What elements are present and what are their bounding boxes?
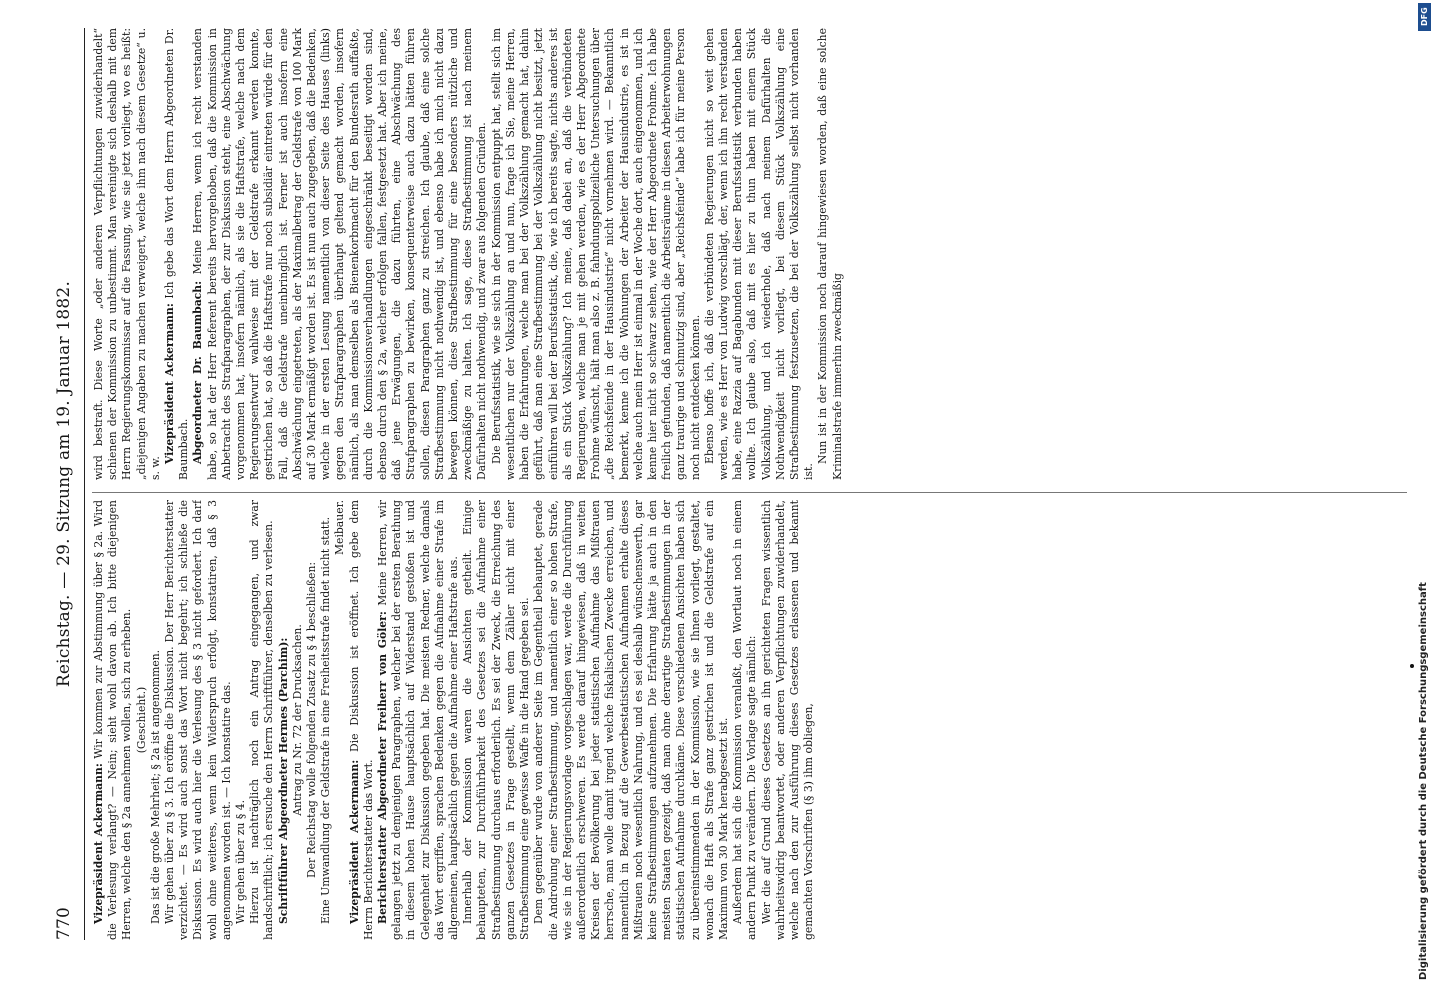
speaker-name: Abgeordneter Dr. Baumbach: [191, 280, 205, 464]
paragraph [319, 500, 333, 940]
paragraph-text: Dem gegenüber wurde von anderer Seite im Gegentheil behauptet, gerade die Androhung einer Strafbestimmung, und namentlich einer so hohen Strafe, wie sie in der Regierungsvorlage vorgeschlagen war, werde die Durchführung außerordentlich erschweren. Es werde darauf hingewiesen, daß in weiten Kreisen der Bevölkerung bei jeder statistischen Aufnahme das Mißtrauen herrsche, man wolle damit irgend welche fiskalischen Zwecke erreichen, und namentlich in Bezug auf die Gewerbestatistischen Aufnahmen erhalte dieses Mißtrauen noch wesentlich Nahrung, und es sei deshalb wünschenswerth, gar keine Strafbestimmungen aufzunehmen. Die Erfahrung hätte ja auch in den meisten Staaten gezeigt, daß man ohne derartige Strafbestimmungen in der statistischen Aufnahme durchkäme. Diese verschiedenen Ansichten haben sich zu übereinstimmenden in der Kommission, wie sie Ihnen vorliegt, gestaltet, wonach die Haft als Strafe ganz gestrichen ist und die Geldstrafe auf ein Maximum von 30 Mark herabgesetzt ist. [532, 500, 730, 940]
paragraph [248, 500, 276, 940]
paragraph-text: Innerhalb der Kommission waren die Ansichten getheilt. Einige behaupteten, zur Durchführbarkeit des Gesetzes sei die Aufnahme einer Strafbestimmung durchaus erforderlich. Es sei der Zweck, die Erreichung des ganzen Gesetzes in Frage gestellt, wenn dem Zähler nicht mit einer Strafbestimmung eine gewisse Waffe in die Hand gegeben sei. [461, 500, 532, 940]
paragraph [376, 500, 461, 940]
paragraph [234, 500, 248, 940]
paragraph [703, 28, 817, 480]
paragraph-text: Wer die auf Grund dieses Gesetzes an ihn gerichteten Fragen wissentlich wahrheitswidrig beantwortet, oder anderen Verpflichtungen zuwiderhandelt, welche nach den zur Ausführung dieses Gesetzes erlassenen und bekannt gemachten Vorschriften (§ 3) ihm obliegen, [759, 500, 816, 940]
paragraph [490, 28, 703, 480]
paragraph-text: (Geschieht.) [134, 686, 148, 754]
paragraph-text: Das ist die große Mehrheit; § 2a ist angenommen. [148, 649, 162, 924]
paragraph [291, 500, 305, 940]
paragraph-text: Meibauer. [333, 500, 347, 555]
paragraph-text: Meine Herren, wir gelangen jetzt zu demjenigen Paragraphen, welcher bei der ersten Berathung in diesem hohen Hause hauptsächlich auf Widerstand gestoßen ist und Gelegenheit zur Diskussion gegeben hat. Die meisten Redner, welche damals das Wort ergriffen, sprachen Bedenken gegen die Aufnahme einer Strafe im allgemeinen, hauptsächlich gegen die Aufnahme einer Haftstrafe aus. [376, 500, 461, 940]
paragraph [532, 500, 731, 940]
paragraph [191, 28, 489, 480]
paragraph-text: Die Diskussion ist eröffnet. Ich gebe dem Herrn Berichterstatter das Wort. [347, 500, 375, 940]
paragraph [92, 500, 135, 940]
paragraph [760, 500, 817, 940]
left-column [92, 500, 1412, 940]
paragraph-text: Wir gehen über zu § 4. [234, 799, 248, 924]
column-divider [92, 492, 1407, 493]
paragraph [163, 28, 191, 480]
speaker-name: Vizepräsident Ackermann: [92, 763, 105, 924]
running-header [48, 28, 82, 940]
paragraph-text: Hierzu ist nachträglich noch ein Antrag eingegangen, und zwar handschriftlich; ich ersuche den Herrn Schriftführer, denselben zu verlesen. [248, 500, 276, 940]
paragraph-text: Die Berufsstatistik, wie sie sich in der Kommission entpuppt hat, stellt sich im wesentlichen nur der Volkszählung an und nun, frage ich Sie, meine Herren, haben die Erfahrungen, welche man bei der Volkszählung gemacht hat, dahin geführt, daß man eine Strafbestimmung bei der Volkszählung nicht besitzt, jetzt einführen will bei der Berufsstatistik, die, wie ich bereits sagte, nichts anderes ist als ein Stück Volkszählung? Ich meine, daß dabei an, daß die verbündeten Regierungen, welche man je mit gehen werden, wie es der Herr Abgeordnete Frohme wünscht, hält man also z. B. fahndungspolizeiliche Untersuchungen über „die Reichsfeinde in der Hausindustrie“ nicht vornehmen wird. — Bekanntlich bemerkt, kenne ich die Wohnungen der Arbeiter der Hausindustrie, es ist in welche auch mein Herr ist einmal in der Woche dort, auch eingenommen, und ich kenne hier nicht so schwarz sehen, wie der Herr Abgeordnete Frohme. Ich habe freilich gefunden, daß namentlich die Arbeitsräume in diesen Arbeiterwohnungen ganz traurige und schmutzig sind, aber „Reichsfeinde“ habe ich für meine Person noch nicht entdecken können. [489, 28, 702, 480]
speaker-name: Vizepräsident Ackermann: [347, 759, 361, 924]
paragraph-text: Antrag zu Nr. 72 der Drucksachen. [290, 624, 304, 816]
paragraph-text: Ebenso hoffe ich, daß die verbündeten Regierungen nicht so weit gehen werden, wie es Herr von Ludwig vorschlägt, der, wenn ich ihn recht verstanden habe, eine Razzia auf Bagabunden mit dieser Berufsstatistik verbunden haben wollte. Ich glaube also, daß mit es hier zu thun haben mit einem Stück Volkszählung, und ich wiederhole, daß nach meinem Dafürhalten die Nothwendigkeit nicht vorliegt, bei diesem Stück Volkszählung eine Strafbestimmung festzusetzen, die bei der Volkszählung selbst nicht vorhanden ist. [702, 28, 816, 480]
paragraph-text: Außerdem hat sich die Kommission veranlaßt, den Wortlaut noch in einem andern Punkt zu verändern. Die Vorlage sagte nämlich: [731, 500, 759, 940]
dfg-logo: DFG [1418, 3, 1431, 31]
paragraph [149, 500, 163, 940]
paragraph [461, 500, 532, 940]
header-rule [84, 28, 85, 940]
paragraph [348, 500, 376, 940]
paragraph-text: Wir gehen über zu § 3. Ich eröffne die Diskussion. Der Herr Berichterstatter verzichtet. — Es wird auch sonst das Wort nicht begehrt; ich schließe die Diskussion. Es wird auch hier die Verlesung des § 3 nicht gefordert. Ich darf wohl ohne weiteres, wenn kein Widerspruch erfolgt, konstatiren, daß § 3 angenommen worden ist. — Ich konstatire das. [163, 500, 233, 940]
paragraph-text: wird bestraft. Diese Worte „oder anderen Verpflichtungen zuwiderhandelt“ schienen der Kommission zu unbestimmt. Man vereinigte sich deshalb mit dem Herrn Regierungskommissar auf die Fassung, wie sie jetzt vorliegt, wo es heißt: „diejenigen Angaben zu machen verweigert, welche ihm nach diesem Gesetze“ u. s. w. [92, 28, 162, 480]
paragraph-text: Meine Herren, wenn ich recht verstanden habe, so hat der Herr Referent bereits hervorgehoben, daß die Kommission in Anbetracht des Strafparagraphen, der zur Diskussion steht, eine Abschwächung vorgenommen hat, insofern nämlich, als sie die Haftstrafe, welche nach dem Regierungsentwurf wahlweise mit der Geldstrafe erkannt werden konnte, gestrichen hat, so daß die Haftstrafe nur noch subsidiär eintreten würde für den Fall, daß die Geldstrafe uneinbringlich ist. Ferner ist auch insofern eine Abschwächung eingetreten, als der Maximalbetrag der Geldstrafe von 100 Mark auf 30 Mark ermäßigt worden ist. Es ist nun auch zugegeben, daß die Bedenken, welche in der ersten Lesung namentlich von dieser Seite des Hauses (links) gegen den Strafparagraphen überhaupt geltend gemacht worden, insofern nämlich, als man demselben als Bienenkorbmacht für den Bundesrath auffaßte, durch die Kommissionsverhandlungen eingeschränkt beseitigt worden sind, ebenso durch den § 2a, welcher erfolgen fallen, festgesetzt hat. Aber ich meine, daß jene Erwägungen, die dazu führten, eine Abschwächung des Strafparagraphen zu bewirken, konsequenterweise auch dazu hätten führen sollen, diesen Paragraphen ganz zu streichen. Ich glaube, daß eine solche Strafbestimmung nicht nothwendig ist, und ebenso habe ich mich nicht dazu bewegen können, diese Strafbestimmung für eine besonders nützliche und zweckmäßige zu halten. Ich sage, diese Strafbestimmung ist nach meinem Dafürhalten nicht nothwendig, und zwar aus folgenden Gründen. [191, 28, 489, 480]
page-number: 770 [54, 906, 74, 940]
paragraph [277, 500, 291, 940]
paragraph [816, 28, 844, 480]
dfg-credit-strip [1416, 0, 1432, 1000]
paragraph-text: Ich gebe das Wort dem Herrn Abgeordneten Dr. Baumbach. [163, 28, 191, 480]
paragraph-text: Nun ist in der Kommission noch darauf hingewiesen worden, daß eine solche Kriminalstrafe immerhin zweckmäßig [816, 28, 844, 480]
paragraph [92, 28, 163, 480]
dfg-credit-text: Digitalisierung gefördert durch die Deutsche Forschungsgemeinschaft [1418, 582, 1429, 980]
paragraph-text: Eine Umwandlung der Geldstrafe in eine Freiheitsstrafe findet nicht statt. [319, 516, 333, 924]
speaker-name: Vizepräsident Ackermann: [163, 303, 177, 464]
scan-speck [1410, 664, 1414, 668]
paragraph [731, 500, 759, 940]
paragraph [333, 500, 347, 940]
paragraph [135, 500, 149, 940]
paragraph [163, 500, 234, 940]
paragraph [305, 500, 319, 940]
speaker-name: Schriftführer Abgeordneter Hermes (Parchim): [276, 637, 290, 924]
paragraph-text: Der Reichstag wolle folgenden Zusatz zu § 4 beschließen: [305, 561, 319, 879]
paragraph-text: Wir kommen zur Abstimmung über § 2a. Wird die Verlesung verlangt? — Nein; sieht wohl davon ab. Ich bitte diejenigen Herren, welche den § 2a annehmen wollen, sich zu erheben. [92, 500, 134, 940]
right-column [92, 28, 1412, 480]
speaker-name: Berichterstatter Abgeordneter Freiherr von Göler: [376, 611, 390, 924]
running-head-title: Reichstag. — 29. Sitzung am 19. Januar 1882. [54, 280, 74, 688]
